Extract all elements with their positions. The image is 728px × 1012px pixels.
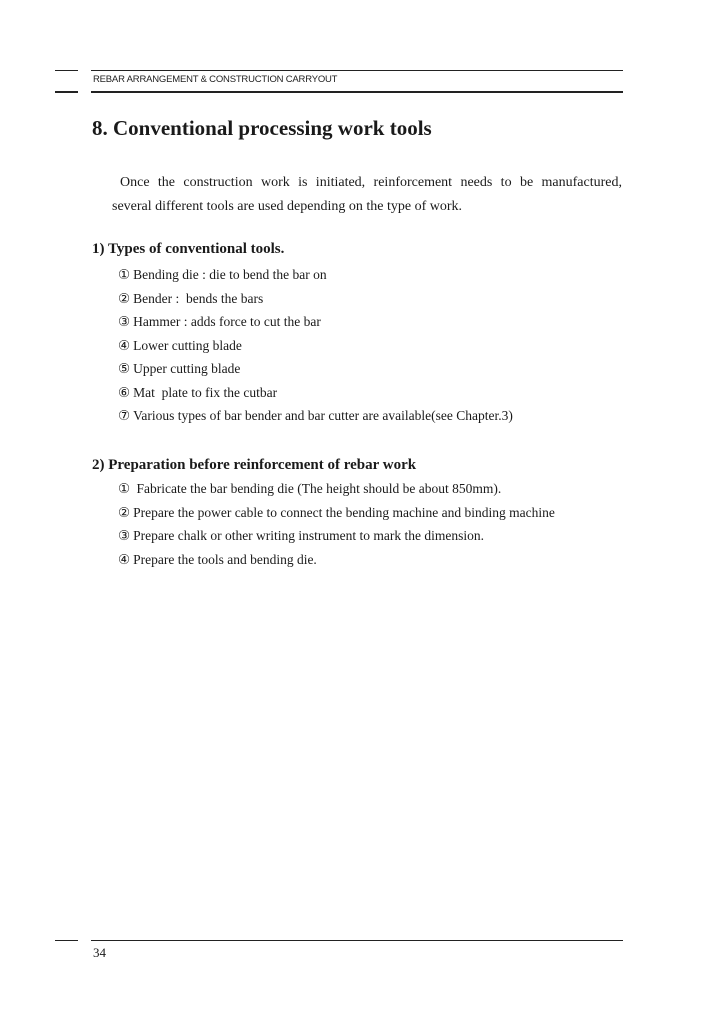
running-header: REBAR ARRANGEMENT & CONSTRUCTION CARRYOUT (93, 74, 338, 85)
intro-line-1: Once the construction work is initiated, reinforcement needs to be manufactured, (120, 175, 622, 190)
list-item-text: Prepare chalk or other writing instrument to mark the dimension. (133, 528, 485, 543)
list-item-text: Various types of bar bender and bar cutter are available(see Chapter.3) (133, 408, 513, 423)
list-item-number: ⑦ (118, 408, 131, 423)
list-item-number: ③ (118, 314, 131, 329)
header-rule-top-right (91, 70, 623, 71)
header-rule-bottom-right (91, 91, 623, 93)
list-item-text: Bender : bends the bars (133, 290, 264, 306)
list-item-number: ⑤ (118, 361, 131, 376)
list-item (118, 263, 513, 287)
footer-rule-left (55, 940, 78, 941)
list-item (118, 404, 513, 428)
list-item-text: Lower cutting blade (133, 337, 242, 353)
section-title: 8. Conventional processing work tools (92, 116, 432, 140)
list-item-number: ① (118, 267, 131, 282)
list-item-number: ① (118, 481, 131, 496)
list-item-text: Fabricate the bar bending die (The height should be about 850mm). (133, 481, 502, 496)
list-item-text: Prepare the tools and bending die. (133, 551, 317, 567)
header-rule-bottom-left (55, 91, 78, 93)
list-item-number: ② (118, 290, 131, 306)
list-item (118, 310, 513, 334)
list-item (118, 524, 555, 548)
subsection-heading-preparation: 2) Preparation before reinforcement of rebar work (92, 457, 417, 473)
footer-rule-right (91, 940, 623, 941)
list-item (118, 548, 555, 572)
list-item-text: Bending die : die to bend the bar on (133, 267, 327, 282)
list-item (118, 357, 513, 381)
list-item (118, 381, 513, 405)
header-rule-top-left (55, 70, 78, 71)
list-item-text: Hammer : adds force to cut the bar (133, 314, 321, 329)
page-number: 34 (93, 945, 106, 960)
subsection-heading-types: 1) Types of conventional tools. (92, 241, 285, 257)
list-item-text: Prepare the power cable to connect the bending machine and binding machine (133, 504, 555, 520)
intro-paragraph (112, 171, 622, 219)
list-item-number: ⑥ (118, 384, 131, 400)
list-item-number: ③ (118, 528, 131, 543)
list-item (118, 501, 555, 525)
list-item-number: ④ (118, 551, 131, 567)
list-item-number: ④ (118, 337, 131, 353)
list-item-number: ② (118, 504, 131, 520)
intro-line-2: several different tools are used depending on the type of work. (112, 199, 463, 214)
list-item (118, 334, 513, 358)
list-item (118, 287, 513, 311)
preparation-list (118, 477, 555, 571)
tools-list (118, 263, 513, 428)
list-item-text: Mat plate to fix the cutbar (133, 384, 278, 400)
list-item-text: Upper cutting blade (133, 361, 241, 376)
list-item (118, 477, 555, 501)
